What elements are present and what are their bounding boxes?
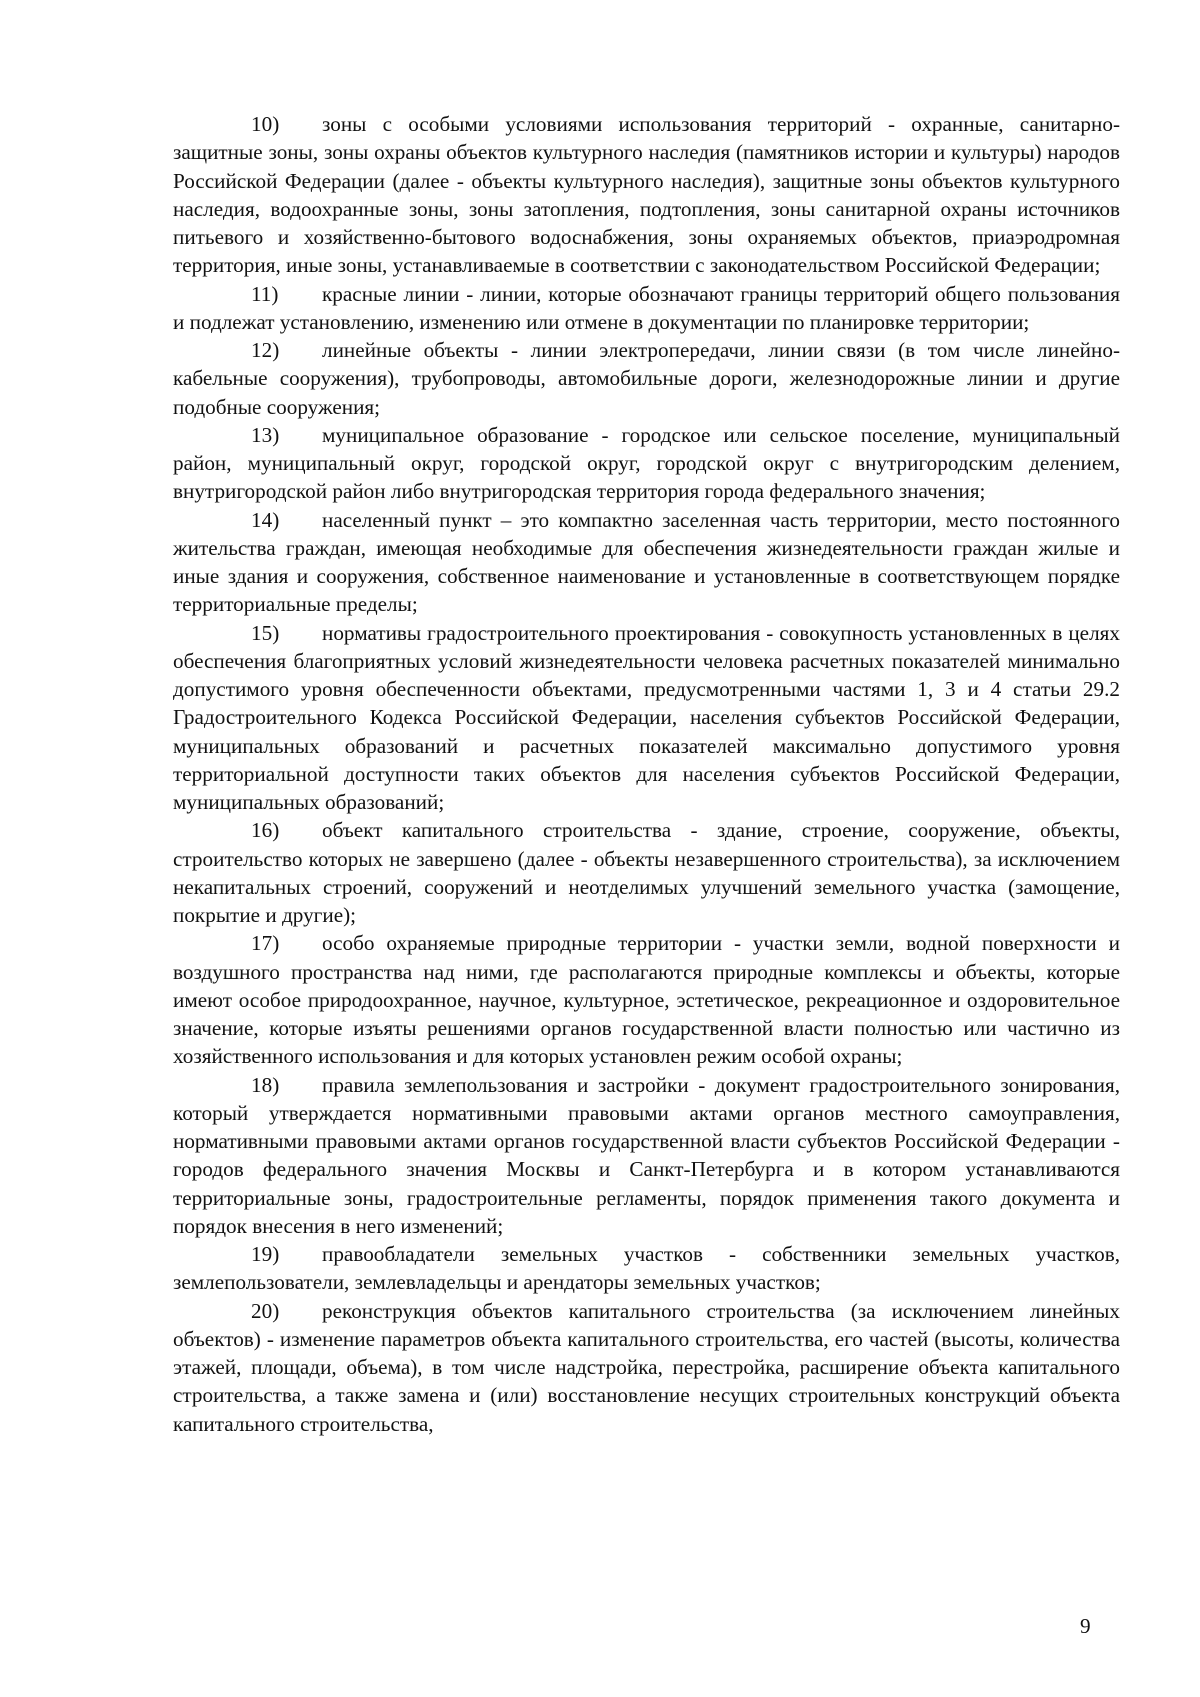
- item-text: населенный пункт – это компактно заселенная часть территории, место постоянного жительства граждан, имеющая необходимые для обеспечения жизнедеятельности граждан жилые и иные здания и сооружения, собственное наименование и установленные в соответствующем порядке территориальные пределы;: [173, 507, 1120, 617]
- page-number: 9: [1080, 1614, 1091, 1638]
- list-item: [173, 110, 1120, 280]
- item-number: 11): [251, 281, 279, 306]
- item-number: 15): [251, 620, 280, 645]
- item-text: линейные объекты - линии электропередачи, линии связи (в том числе линейно-кабельные сооружения), трубопроводы, автомобильные дороги, железнодорожные линии и другие подобные сооружения;: [173, 338, 1120, 419]
- item-number: 17): [251, 931, 280, 956]
- document-body: [173, 110, 1120, 1438]
- item-text: особо охраняемые природные территории - участки земли, водной поверхности и воздушного пространства над ними, где располагаются природные комплексы и объекты, которые имеют особое природоохранное, научное, культурное, эстетическое, рекреационное и оздоровительное значение, которые изъяты решениями органов государственной власти полностью или частично из хозяйственного использования и для которых установлен режим особой охраны;: [173, 931, 1120, 1069]
- item-number: 18): [251, 1072, 280, 1097]
- item-text: нормативы градостроительного проектирования - совокупность установленных в целях обеспечения благоприятных условий жизнедеятельности человека расчетных показателей минимально допустимого уровня обеспеченности объектами, предусмотренными частями 1, 3 и 4 статьи 29.2 Градостроительного Кодекса Российской Федерации, населения субъектов Российской Федерации, муниципальных образований и расчетных показателей максимально допустимого уровня территориальной доступности таких объектов для населения субъектов Российской Федерации, муниципальных образований;: [173, 620, 1120, 814]
- list-item: [173, 1240, 1120, 1297]
- item-text: правила землепользования и застройки - документ градостроительного зонирования, который утверждается нормативными правовыми актами органов местного самоуправления, нормативными правовыми актами органов государственной власти субъектов Российской Федерации - городов федерального значения Москвы и Санкт-Петербурга и в котором устанавливаются территориальные зоны, градостроительные регламенты, порядок применения такого документа и порядок внесения в него изменений;: [173, 1072, 1120, 1238]
- list-item: [173, 816, 1120, 929]
- item-number: 16): [251, 818, 280, 843]
- list-item: [173, 929, 1120, 1070]
- item-text: муниципальное образование - городское или сельское поселение, муниципальный район, муниципальный округ, городской округ, городской округ с внутригородским делением, внутригородской район либо внутригородская территория города федерального значения;: [173, 422, 1120, 504]
- item-text: реконструкция объектов капитального строительства (за исключением линейных объектов) - изменение параметров объекта капитального строительства, его частей (высоты, количества этажей, площади, объема), в том числе надстройка, перестройка, расширение объекта капитального строительства, а также замена и (или) восстановление несущих строительных конструкций объекта капитального строительства,: [173, 1298, 1120, 1436]
- item-number: 20): [251, 1298, 280, 1323]
- item-number: 12): [251, 338, 280, 362]
- item-text: объект капитального строительства - здание, строение, сооружение, объекты, строительство которых не завершено (далее - объекты незавершенного строительства), за исключением некапитальных строений, сооружений и неотделимых улучшений земельного участка (замощение, покрытие и другие);: [173, 818, 1120, 927]
- item-number: 10): [251, 112, 280, 136]
- item-number: 14): [251, 507, 280, 532]
- list-item: [173, 1071, 1120, 1241]
- list-item: [173, 1297, 1120, 1438]
- item-number: 19): [251, 1242, 280, 1266]
- list-item: [173, 619, 1120, 817]
- item-text: правообладатели земельных участков - собственники земельных участков, землепользователи, землевладельцы и арендаторы земельных участков;: [173, 1242, 1120, 1295]
- item-number: 13): [251, 422, 280, 447]
- item-text: зоны с особыми условиями использования территорий - охранные, санитарно-защитные зоны, зоны охраны объектов культурного наследия (памятников истории и культуры) народов Российской Федерации (далее - объекты культурного наследия), защитные зоны объектов культурного наследия, водоохранные зоны, зоны затопления, подтопления, зоны санитарной охраны источников питьевого и хозяйственно-бытового водоснабжения, зоны охраняемых объектов, приаэродромная территория, иные зоны, устанавливаемые в соответствии с законодательством Российской Федерации;: [173, 112, 1120, 278]
- list-item: [173, 280, 1120, 337]
- list-item: [173, 336, 1120, 421]
- list-item: [173, 506, 1120, 619]
- item-text: красные линии - линии, которые обозначают границы территорий общего пользования и подлежат установлению, изменению или отмене в документации по планировке территории;: [173, 281, 1120, 334]
- list-item: [173, 421, 1120, 506]
